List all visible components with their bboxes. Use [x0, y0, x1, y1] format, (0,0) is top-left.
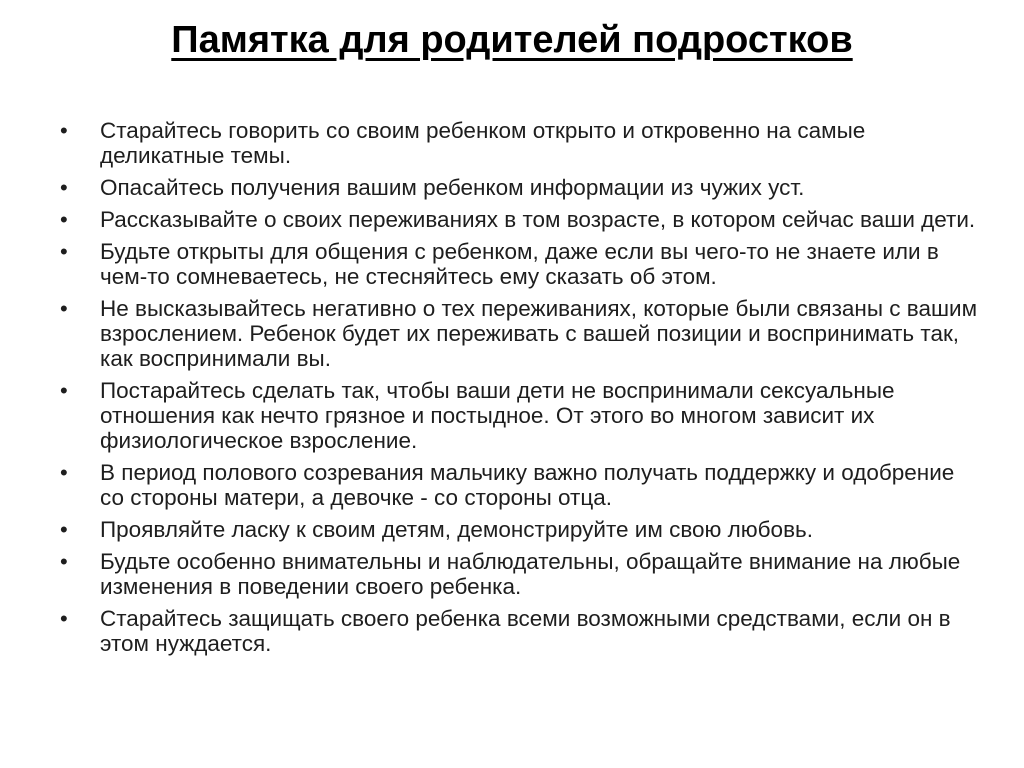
bullet-icon: •: [60, 549, 68, 574]
list-item-text: Рассказывайте о своих переживаниях в том возрасте, в котором сейчас ваши дети.: [100, 207, 976, 232]
list-item: [58, 517, 978, 542]
list-item-text: Старайтесь говорить со своим ребенком открыто и откровенно на самые деликатные темы.: [100, 118, 866, 168]
bullet-icon: •: [60, 239, 68, 264]
bullet-icon: •: [60, 517, 68, 542]
list-item: [58, 118, 978, 168]
list-item-text: Постарайтесь сделать так, чтобы ваши дети не воспринимали сексуальные отношения как нечто грязное и постыдное. От этого во многом зависит их физиологическое взросление.: [100, 378, 895, 453]
list-item: [58, 378, 978, 453]
bullet-icon: •: [60, 207, 68, 232]
page-title-text: Памятка для родителей подростков: [171, 19, 853, 61]
list-item: [58, 239, 978, 289]
bullet-icon: •: [60, 118, 68, 143]
list-item-text: Будьте особенно внимательны и наблюдательны, обращайте внимание на любые изменения в поведении своего ребенка.: [100, 549, 961, 599]
list-item-text: Опасайтесь получения вашим ребенком информации из чужих уст.: [100, 175, 805, 200]
list-item-text: Проявляйте ласку к своим детям, демонстрируйте им свою любовь.: [100, 517, 814, 542]
list-item: [58, 207, 978, 232]
list-item-text: Старайтесь защищать своего ребенка всеми возможными средствами, если он в этом нуждается.: [100, 606, 951, 656]
page-title: [0, 14, 1024, 66]
bullet-list: [58, 118, 978, 663]
list-item-text: В период полового созревания мальчику важно получать поддержку и одобрение со стороны матери, а девочке - со стороны отца.: [100, 460, 955, 510]
list-item: [58, 606, 978, 656]
list-item: [58, 175, 978, 200]
bullet-icon: •: [60, 606, 68, 631]
list-item-text: Будьте открыты для общения с ребенком, даже если вы чего-то не знаете или в чем-то сомневаетесь, не стесняйтесь ему сказать об этом.: [100, 239, 939, 289]
list-item: [58, 296, 978, 371]
list-item: [58, 549, 978, 599]
bullet-icon: •: [60, 378, 68, 403]
list-item: [58, 460, 978, 510]
bullet-icon: •: [60, 460, 68, 485]
bullet-icon: •: [60, 175, 68, 200]
bullet-icon: •: [60, 296, 68, 321]
list-item-text: Не высказывайтесь негативно о тех переживаниях, которые были связаны с вашим взрослением. Ребенок будет их переживать с вашей позиции и воспринимать так, как воспринимали вы.: [100, 296, 978, 371]
